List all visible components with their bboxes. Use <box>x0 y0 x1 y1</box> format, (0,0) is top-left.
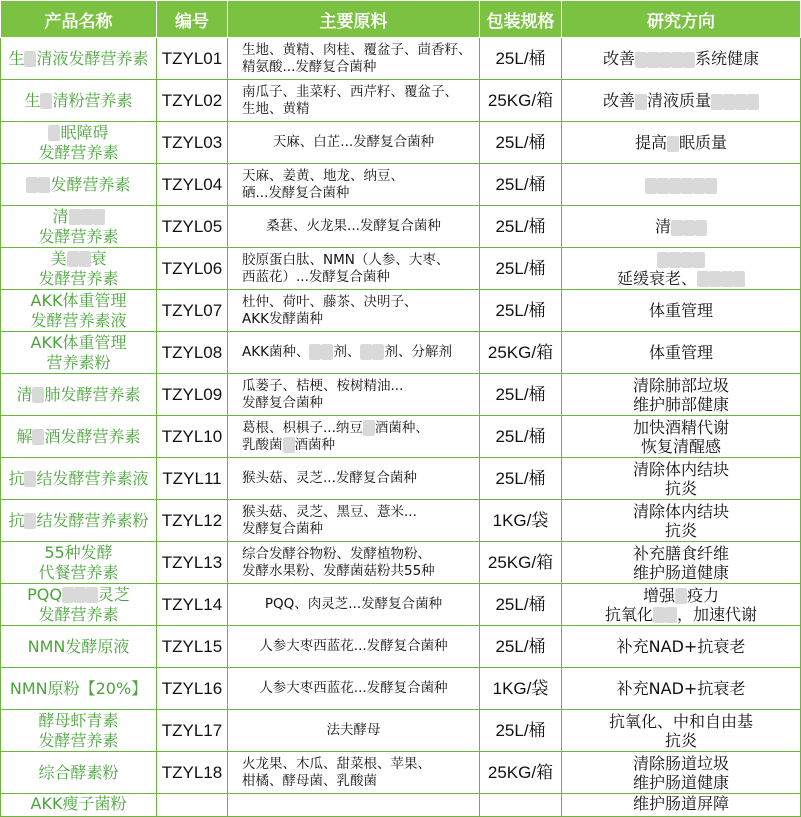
obscured-text <box>723 94 735 110</box>
product-name-cell: 抗 结发酵营养素液 <box>1 458 157 500</box>
research-direction-cell: 清 <box>562 206 801 248</box>
product-name-cell: AKK体重管理 发酵营养素液 <box>1 290 157 332</box>
obscured-text <box>683 220 695 236</box>
packaging-cell: 25L/桶 <box>480 458 562 500</box>
table-row <box>1 752 801 794</box>
code-cell: TZYL05 <box>157 206 228 248</box>
product-name-cell: 清 发酵营养素 <box>1 206 157 248</box>
obscured-text <box>48 125 60 141</box>
table-row <box>1 668 801 710</box>
packaging-cell: 25L/桶 <box>480 374 562 416</box>
code-cell: TZYL15 <box>157 626 228 668</box>
obscured-text <box>667 136 679 152</box>
obscured-text <box>669 252 681 268</box>
materials-cell: 人参大枣西蓝花...发酵复合菌种 <box>228 626 480 668</box>
table-row <box>1 542 801 584</box>
obscured-text <box>86 587 98 603</box>
packaging-cell: 25L/桶 <box>480 164 562 206</box>
table-row <box>1 584 801 626</box>
code-cell: TZYL03 <box>157 122 228 164</box>
obscured-text <box>647 52 659 68</box>
research-direction-cell: 提高 眠质量 <box>562 122 801 164</box>
obscured-text <box>69 209 81 225</box>
materials-cell: 瓜蒌子、桔梗、桉树精油... 发酵复合菌种 <box>228 374 480 416</box>
materials-cell: 桑葚、火龙果...发酵复合菌种 <box>228 206 480 248</box>
research-direction-cell: 清除体内结块 抗炎 <box>562 458 801 500</box>
code-cell: TZYL13 <box>157 542 228 584</box>
obscured-text <box>24 471 36 487</box>
research-direction-cell: 加快酒精代谢 恢复清醒感 <box>562 416 801 458</box>
table-row <box>1 248 801 290</box>
obscured-text <box>709 271 721 287</box>
obscured-text <box>721 271 733 287</box>
product-name-cell: AKK瘦子菌粉 <box>1 794 157 817</box>
packaging-cell: 25KG/箱 <box>480 542 562 584</box>
obscured-text <box>309 344 321 360</box>
obscured-text <box>93 209 105 225</box>
code-cell: TZYL06 <box>157 248 228 290</box>
obscured-text <box>24 513 36 529</box>
obscured-text <box>681 178 693 194</box>
table-row <box>1 332 801 374</box>
research-direction-cell: 延缓衰老、 <box>562 248 801 290</box>
code-cell: TZYL02 <box>157 80 228 122</box>
packaging-cell: 25L/桶 <box>480 206 562 248</box>
table-row <box>1 458 801 500</box>
table-row <box>1 416 801 458</box>
obscured-text <box>697 271 709 287</box>
obscured-text <box>683 52 695 68</box>
obscured-text <box>67 251 79 267</box>
obscured-text <box>74 587 86 603</box>
obscured-text <box>79 251 91 267</box>
obscured-text <box>695 220 707 236</box>
product-name-cell: 抗 结发酵营养素粉 <box>1 500 157 542</box>
packaging-cell <box>480 794 562 817</box>
materials-cell: 人参大枣西蓝花...发酵复合菌种 <box>228 668 480 710</box>
packaging-cell: 25KG/箱 <box>480 332 562 374</box>
obscured-text <box>372 344 384 360</box>
table-row <box>1 164 801 206</box>
obscured-text <box>657 178 669 194</box>
materials-cell: PQQ、肉灵芝...发酵复合菌种 <box>228 584 480 626</box>
product-name-cell: 55种发酵 代餐营养素 <box>1 542 157 584</box>
packaging-cell: 25L/桶 <box>480 584 562 626</box>
packaging-cell: 25KG/箱 <box>480 80 562 122</box>
obscured-text <box>32 429 44 445</box>
obscured-text <box>659 52 671 68</box>
obscured-text <box>693 178 705 194</box>
code-cell: TZYL17 <box>157 710 228 752</box>
obscured-text <box>24 51 36 67</box>
materials-cell: 生地、黄精、肉桂、覆盆子、茴香籽、 精氨酸...发酵复合菌种 <box>228 38 480 80</box>
obscured-text <box>705 178 717 194</box>
materials-cell: 猴头菇、灵芝、黑豆、薏米... 发酵复合菌种 <box>228 500 480 542</box>
obscured-text <box>671 220 683 236</box>
materials-cell: 葛根、枳椇子...纳豆 酒菌种、 乳酸菌 酒菌种 <box>228 416 480 458</box>
product-name-cell: AKK体重管理 营养素粉 <box>1 332 157 374</box>
obscured-text <box>681 252 693 268</box>
research-direction-cell: 体重管理 <box>562 290 801 332</box>
obscured-text <box>360 344 372 360</box>
product-name-cell: 解 酒发酵营养素 <box>1 416 157 458</box>
product-name-cell: PQQ 灵芝 发酵营养素 <box>1 584 157 626</box>
obscured-text <box>32 387 44 403</box>
research-direction-cell: 体重管理 <box>562 332 801 374</box>
materials-cell: AKK菌种、 剂、 剂、分解剂 <box>228 332 480 374</box>
table-row <box>1 374 801 416</box>
materials-cell: 南瓜子、韭菜籽、西芹籽、覆盆子、 生地、黄精 <box>228 80 480 122</box>
obscured-text <box>645 178 657 194</box>
research-direction-cell: 清除肺部垃圾 维护肺部健康 <box>562 374 801 416</box>
obscured-text <box>675 588 687 604</box>
obscured-text <box>321 344 333 360</box>
packaging-cell: 25KG/箱 <box>480 752 562 794</box>
materials-cell: 法夫酵母 <box>228 710 480 752</box>
product-name-cell: 酵母虾青素 发酵营养素 <box>1 710 157 752</box>
materials-cell <box>228 794 480 817</box>
materials-cell: 胶原蛋白肽、NMN（人参、大枣、 西蓝花）...发酵复合菌种 <box>228 248 480 290</box>
code-cell: TZYL18 <box>157 752 228 794</box>
materials-cell: 天麻、姜黄、地龙、纳豆、 硒...发酵复合菌种 <box>228 164 480 206</box>
product-name-cell: 发酵营养素 <box>1 164 157 206</box>
product-name-cell: 生 清液发酵营养素 <box>1 38 157 80</box>
packaging-cell: 25L/桶 <box>480 290 562 332</box>
table-row <box>1 38 801 80</box>
obscured-text <box>38 177 50 193</box>
product-name-cell: NMN原粉【20%】 <box>1 668 157 710</box>
product-name-cell: 综合酵素粉 <box>1 752 157 794</box>
obscured-text <box>26 177 38 193</box>
research-direction-cell: 清除肠道垃圾 维护肠道健康 <box>562 752 801 794</box>
table-row <box>1 80 801 122</box>
table-row <box>1 626 801 668</box>
research-direction-cell: 补充膳食纤维 维护肠道健康 <box>562 542 801 584</box>
header-code: 编号 <box>157 1 228 38</box>
code-cell: TZYL07 <box>157 290 228 332</box>
table-row <box>1 500 801 542</box>
header-product-name: 产品名称 <box>1 1 157 38</box>
header-research-direction: 研究方向 <box>562 1 801 38</box>
research-direction-cell: 增强 疫力 抗氧化 ，加速代谢 <box>562 584 801 626</box>
obscured-text <box>40 93 52 109</box>
table-body <box>1 38 801 817</box>
packaging-cell: 25L/桶 <box>480 38 562 80</box>
code-cell: TZYL16 <box>157 668 228 710</box>
obscured-text <box>747 94 759 110</box>
obscured-text <box>735 94 747 110</box>
product-name-cell: 眠障碍 发酵营养素 <box>1 122 157 164</box>
research-direction-cell <box>562 164 801 206</box>
header-packaging: 包装规格 <box>480 1 562 38</box>
obscured-text <box>363 420 375 436</box>
obscured-text <box>711 94 723 110</box>
product-name-cell: 生 清粉营养素 <box>1 80 157 122</box>
product-name-cell: NMN发酵原液 <box>1 626 157 668</box>
packaging-cell: 1KG/袋 <box>480 668 562 710</box>
obscured-text <box>733 271 745 287</box>
research-direction-cell: 改善 清液质量 <box>562 80 801 122</box>
packaging-cell: 25L/桶 <box>480 248 562 290</box>
code-cell: TZYL12 <box>157 500 228 542</box>
obscured-text <box>635 52 647 68</box>
obscured-text <box>653 607 665 623</box>
research-direction-cell: 补充NAD+抗衰老 <box>562 668 801 710</box>
table-header-row <box>1 1 801 38</box>
packaging-cell: 25L/桶 <box>480 710 562 752</box>
obscured-text <box>669 178 681 194</box>
product-name-cell: 清 肺发酵营养素 <box>1 374 157 416</box>
code-cell <box>157 794 228 817</box>
research-direction-cell: 维护肠道屏障 <box>562 794 801 817</box>
table-row <box>1 290 801 332</box>
code-cell: TZYL01 <box>157 38 228 80</box>
packaging-cell: 25L/桶 <box>480 122 562 164</box>
materials-cell: 综合发酵谷物粉、发酵植物粉、 发酵水果粉、发酵菌菇粉共55种 <box>228 542 480 584</box>
packaging-cell: 25L/桶 <box>480 626 562 668</box>
obscured-text <box>81 209 93 225</box>
research-direction-cell: 清除体内结块 抗炎 <box>562 500 801 542</box>
research-direction-cell: 改善 系统健康 <box>562 38 801 80</box>
materials-cell: 天麻、白芷...发酵复合菌种 <box>228 122 480 164</box>
packaging-cell: 25L/桶 <box>480 416 562 458</box>
obscured-text <box>693 252 705 268</box>
research-direction-cell: 补充NAD+抗衰老 <box>562 626 801 668</box>
obscured-text <box>62 587 74 603</box>
materials-cell: 猴头菇、灵芝...发酵复合菌种 <box>228 458 480 500</box>
obscured-text <box>283 437 295 453</box>
product-name-cell: 美 衰 发酵营养素 <box>1 248 157 290</box>
materials-cell: 火龙果、木瓜、甜菜根、苹果、 柑橘、酵母菌、乳酸菌 <box>228 752 480 794</box>
header-main-materials: 主要原料 <box>228 1 480 38</box>
table-row <box>1 122 801 164</box>
obscured-text <box>635 94 647 110</box>
table-row <box>1 710 801 752</box>
packaging-cell: 1KG/袋 <box>480 500 562 542</box>
code-cell: TZYL04 <box>157 164 228 206</box>
obscured-text <box>671 52 683 68</box>
code-cell: TZYL10 <box>157 416 228 458</box>
table-row <box>1 794 801 817</box>
materials-cell: 杜仲、荷叶、藤茶、决明子、 AKK发酵菌种 <box>228 290 480 332</box>
code-cell: TZYL08 <box>157 332 228 374</box>
code-cell: TZYL09 <box>157 374 228 416</box>
obscured-text <box>665 607 677 623</box>
code-cell: TZYL14 <box>157 584 228 626</box>
table-row <box>1 206 801 248</box>
research-direction-cell: 抗氧化、中和自由基 抗炎 <box>562 710 801 752</box>
obscured-text <box>657 252 669 268</box>
code-cell: TZYL11 <box>157 458 228 500</box>
